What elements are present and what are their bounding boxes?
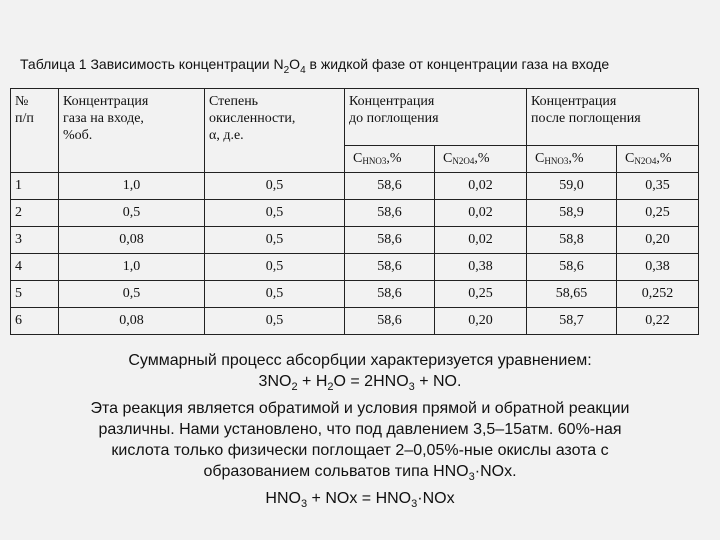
table-body — [11, 89, 699, 335]
eq1-part: O = 2HNO — [333, 373, 409, 390]
equation-2 — [40, 488, 680, 515]
c-letter: C — [353, 151, 363, 166]
line6-sub: 3 — [468, 471, 475, 484]
eq2-part: + NOx = HNO — [307, 490, 412, 508]
header-before — [345, 89, 527, 146]
subheader-before-hno3 — [345, 146, 435, 173]
eq1-part: 3NO — [258, 373, 292, 390]
cell-b-hno3: 58,6 — [345, 308, 435, 335]
hno3-sub: HNO3 — [544, 156, 569, 166]
cell-gas: 1,0 — [59, 254, 205, 281]
cell-gas: 0,5 — [59, 281, 205, 308]
cell-deg: 0,5 — [205, 200, 345, 227]
header-num-line2: п/п — [15, 111, 34, 126]
header-degree — [205, 89, 345, 173]
cell-a-hno3: 58,7 — [527, 308, 617, 335]
text-line1: Суммарный процесс абсорбции характеризуется уравнением: — [128, 352, 592, 369]
cell-gas: 1,0 — [59, 173, 205, 200]
cell-n: 6 — [11, 308, 59, 335]
header-deg-line2: окисленности, — [209, 111, 296, 126]
cell-a-n2o4: 0,38 — [617, 254, 699, 281]
eq1-part: + H — [297, 373, 328, 390]
text-line3: Эта реакция является обратимой и условия прямой и обратной реакции — [90, 400, 630, 418]
caption-mid: O — [289, 56, 301, 72]
table-row — [11, 227, 699, 254]
cell-b-hno3: 58,6 — [345, 227, 435, 254]
cell-n: 1 — [11, 173, 59, 200]
pct-label: ,% — [568, 151, 584, 166]
pct-label: ,% — [656, 151, 672, 166]
cell-b-n2o4: 0,25 — [435, 281, 527, 308]
subheader-before-n2o4 — [435, 146, 527, 173]
pct-label: ,% — [474, 151, 490, 166]
data-table — [10, 88, 699, 335]
cell-b-hno3: 58,6 — [345, 200, 435, 227]
header-num-line1: № — [15, 94, 29, 109]
hno3-sub: HNO3 — [362, 156, 387, 166]
line6-part: ·NOx. — [474, 463, 517, 481]
cell-a-hno3: 59,0 — [527, 173, 617, 200]
eq2-part: ·NOx — [417, 490, 455, 508]
header-gas-line1: Концентрация — [63, 94, 149, 109]
eq2-part: HNO — [265, 490, 301, 508]
cell-b-n2o4: 0,02 — [435, 227, 527, 254]
cell-b-n2o4: 0,38 — [435, 254, 527, 281]
cell-a-n2o4: 0,20 — [617, 227, 699, 254]
header-after-line2: после поглощения — [531, 111, 641, 126]
header-num — [11, 89, 59, 173]
eq1-part: + NO. — [414, 373, 462, 390]
cell-gas: 0,5 — [59, 200, 205, 227]
header-after-line1: Концентрация — [531, 94, 617, 109]
header-deg-line3: α, д.е. — [209, 128, 244, 143]
text-line6 — [40, 461, 680, 488]
table-row — [11, 173, 699, 200]
cell-deg: 0,5 — [205, 308, 345, 335]
header-gas-line2: газа на входе, — [63, 111, 144, 126]
cell-n: 4 — [11, 254, 59, 281]
equation-1 — [40, 371, 680, 398]
cell-deg: 0,5 — [205, 227, 345, 254]
n2o4-sub: N2O4 — [452, 156, 475, 166]
c-letter: C — [535, 151, 545, 166]
cell-b-n2o4: 0,20 — [435, 308, 527, 335]
cell-a-hno3: 58,65 — [527, 281, 617, 308]
cell-n: 2 — [11, 200, 59, 227]
cell-b-n2o4: 0,02 — [435, 173, 527, 200]
table-row — [11, 281, 699, 308]
header-deg-line1: Степень — [209, 94, 259, 109]
c-letter: C — [625, 151, 635, 166]
cell-n: 5 — [11, 281, 59, 308]
eq1-sub: 2 — [327, 381, 334, 394]
table-row — [11, 254, 699, 281]
cell-deg: 0,5 — [205, 254, 345, 281]
header-before-line1: Концентрация — [349, 94, 435, 109]
cell-gas: 0,08 — [59, 308, 205, 335]
n2o4-sub: N2O4 — [634, 156, 657, 166]
header-row — [11, 89, 699, 146]
text-line5: кислота только физически поглощает 2–0,05%-ные окислы азота с — [111, 442, 609, 460]
caption-sub2: 4 — [300, 64, 306, 76]
cell-a-hno3: 58,8 — [527, 227, 617, 254]
cell-a-n2o4: 0,22 — [617, 308, 699, 335]
cell-a-n2o4: 0,252 — [617, 281, 699, 308]
cell-deg: 0,5 — [205, 173, 345, 200]
cell-n: 3 — [11, 227, 59, 254]
cell-a-hno3: 58,9 — [527, 200, 617, 227]
cell-b-hno3: 58,6 — [345, 173, 435, 200]
cell-deg: 0,5 — [205, 281, 345, 308]
subheader-after-hno3 — [527, 146, 617, 173]
caption-prefix: Таблица 1 Зависимость концентрации N — [20, 56, 284, 72]
eq2-sub: 3 — [411, 498, 418, 511]
cell-b-hno3: 58,6 — [345, 254, 435, 281]
cell-a-n2o4: 0,35 — [617, 173, 699, 200]
table-row — [11, 200, 699, 227]
cell-a-hno3: 58,6 — [527, 254, 617, 281]
subheader-after-n2o4 — [617, 146, 699, 173]
description-text — [40, 350, 680, 516]
header-gas — [59, 89, 205, 173]
header-before-line2: до поглощения — [349, 111, 439, 126]
header-gas-line3: %об. — [63, 128, 93, 143]
table-row — [11, 308, 699, 335]
eq2-sub: 3 — [300, 498, 308, 511]
text-line4: различны. Нами установлено, что под давлением 3,5–15атм. 60%-ная — [98, 421, 622, 439]
line6-part: образованием сольватов типа HNO — [203, 463, 469, 481]
cell-a-n2o4: 0,25 — [617, 200, 699, 227]
caption-suffix: в жидкой фазе от концентрации газа на входе — [305, 56, 610, 72]
caption-sub1: 2 — [283, 64, 290, 76]
cell-b-n2o4: 0,02 — [435, 200, 527, 227]
cell-gas: 0,08 — [59, 227, 205, 254]
c-letter: C — [443, 151, 453, 166]
table-caption — [20, 56, 710, 76]
cell-b-hno3: 58,6 — [345, 281, 435, 308]
header-after — [527, 89, 699, 146]
eq1-sub: 2 — [291, 381, 298, 394]
pct-label: ,% — [386, 151, 402, 166]
eq1-sub: 3 — [408, 381, 415, 394]
